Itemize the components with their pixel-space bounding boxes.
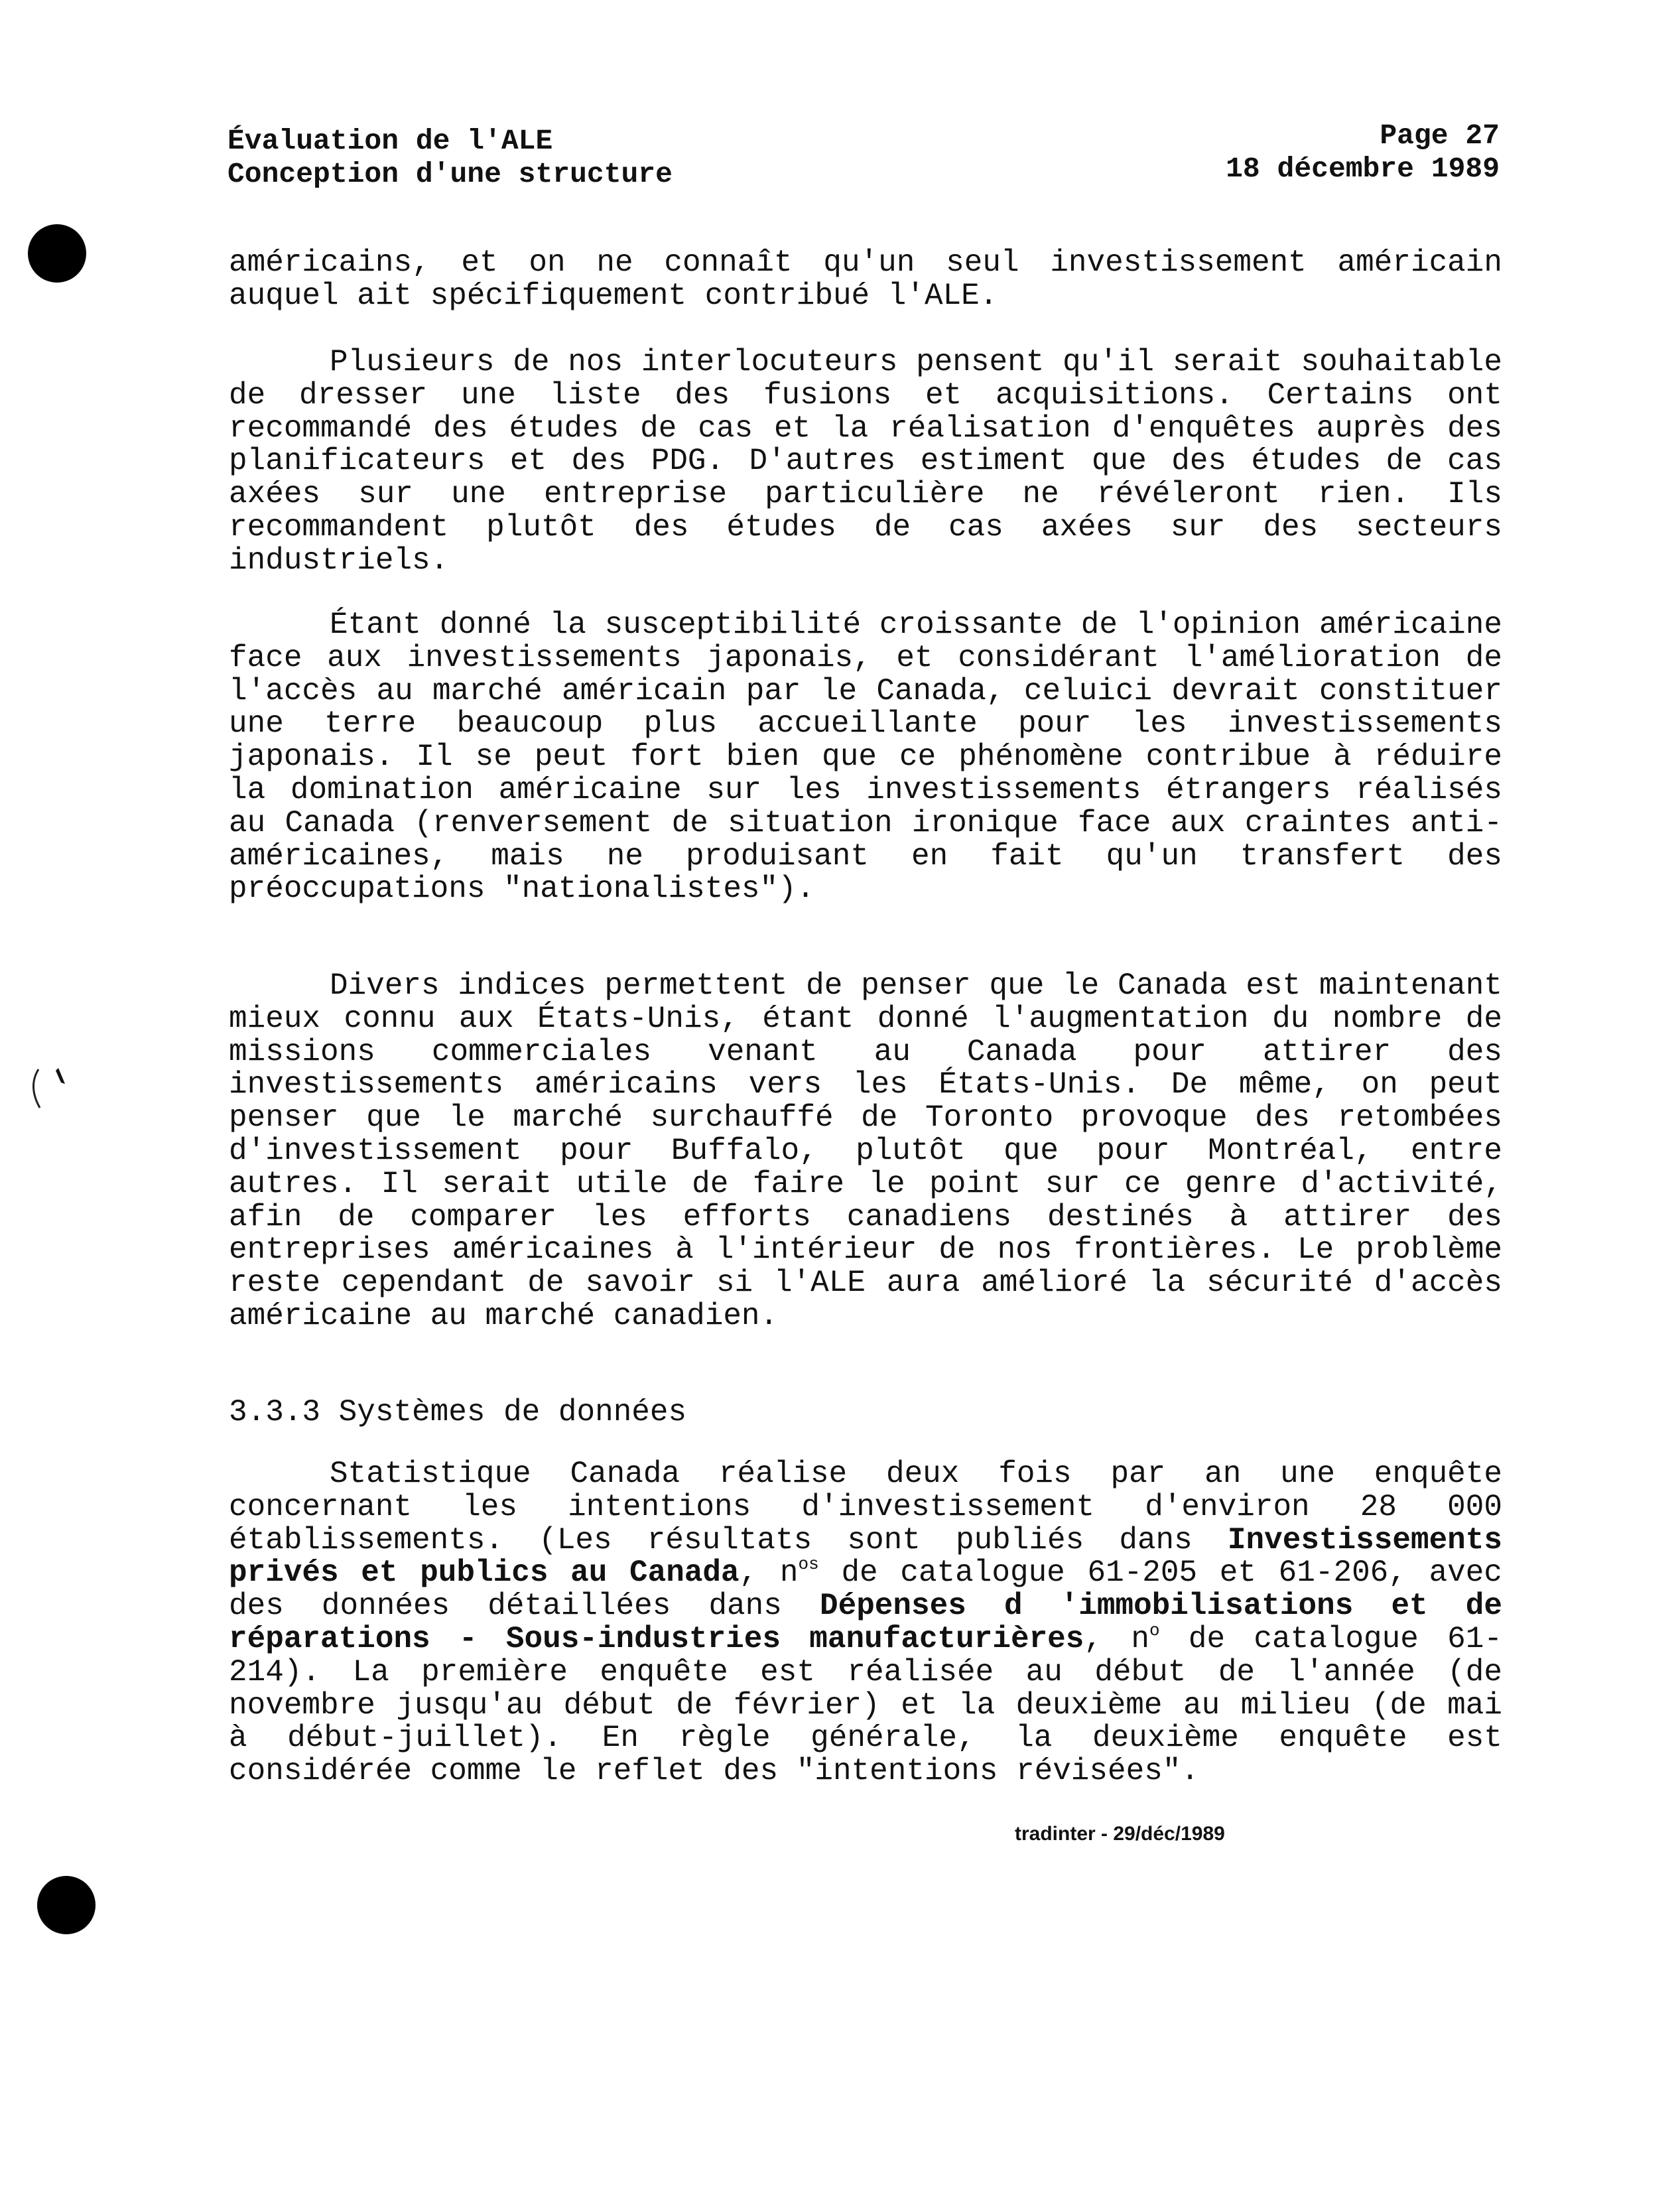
document-header-right — [1226, 119, 1500, 186]
paragraph-block-5 — [229, 1458, 1502, 1788]
header-report-title: Évaluation de l'ALE — [227, 125, 553, 157]
document-date: 18 décembre 1989 — [1226, 153, 1500, 185]
p5-text-2: , n — [739, 1556, 799, 1591]
publication-title-2: Dépenses d 'immobilisations et de réparations - Sous-industries manufacturières — [229, 1589, 1502, 1656]
paragraph-3: Étant donné la susceptibilité croissante de l'opinion américaine face aux investissements japonais, et considérant l'amélioration de l'accès au marché américain par le Canada, celuici devrait constituer une terre beaucoup plus accueillante pour les investissements japonais. Il se peut fort bien que ce phénomène contribue à réduire la domination américaine sur les investissements étrangers réalisés au Canada (renversement de situation ironique face aux craintes anti-américaines, mais ne produisant en fait qu'un transfert des préoccupations "nationalistes"). — [229, 608, 1502, 907]
paragraph-block-3 — [229, 609, 1502, 906]
paragraph-continuation — [229, 247, 1502, 313]
p5-text-3: de catalogue 61-205 et 61-206, avec des données détaillées dans — [229, 1556, 1502, 1624]
paragraph-1: américains, et on ne connaît qu'un seul investissement américain auquel ait spécifiquement contribué l'ALE. — [229, 245, 1502, 313]
punch-hole-bottom — [37, 1876, 96, 1934]
document-header-left — [227, 125, 673, 191]
punch-hole-top — [28, 224, 86, 283]
page-number: Page 27 — [1380, 119, 1500, 152]
p5-text-5: de catalogue 61-214). La première enquête est réalisée au début de l'année (de novembre jusqu'au début de février) et la deuxième au milieu (de mai à début-juillet). En règle générale, la deuxième enquête est considérée comme le reflet des "intentions révisées". — [229, 1621, 1502, 1789]
paragraph-2: Plusieurs de nos interlocuteurs pensent qu'il serait souhaitable de dresser une liste des fusions et acquisitions. Certains ont recommandé des études de cas et la réalisation d'enquêtes auprès des planificateurs et des PDG. D'autres estiment que des études de cas axées sur une entreprise particulière ne révéleront rien. Ils recommandent plutôt des études de cas axées sur des secteurs industriels. — [229, 345, 1502, 578]
publication-title-1: Investissements privés et publics au Canada — [229, 1522, 1502, 1591]
p5-text-1: Statistique Canada réalise deux fois par an une enquête concernant les intentions d'investissement d'environ 28 000 établissements. (Les résultats sont publiés dans — [229, 1457, 1502, 1558]
footer-stamp: tradinter - 29/déc/1989 — [1015, 1823, 1225, 1845]
scan-mark-decoration — [24, 1061, 77, 1114]
paragraph-block-4 — [229, 970, 1502, 1333]
section-heading: 3.3.3 Systèmes de données — [229, 1395, 687, 1429]
paragraph-4: Divers indices permettent de penser que le Canada est maintenant mieux connu aux États-Unis, étant donné l'augmentation du nombre de missions commerciales venant au Canada pour attirer des investissements américains vers les États-Unis. De même, on peut penser que le marché surchauffé de Toronto provoque des retombées d'investissement pour Buffalo, plutôt que pour Montréal, entre autres. Il serait utile de faire le point sur ce genre d'activité, afin de comparer les efforts canadiens destinés à attirer des entreprises américaines à l'intérieur de nos frontières. Le problème reste cependant de savoir si l'ALE aura amélioré la sécurité d'accès américaine au marché canadien. — [229, 968, 1502, 1333]
paragraph-5 — [229, 1458, 1502, 1788]
paragraph-block-2 — [229, 346, 1502, 578]
p5-text-4: , n — [1084, 1621, 1149, 1656]
header-report-subtitle: Conception d'une structure — [227, 158, 673, 190]
p5-superscript-2: o — [1149, 1620, 1160, 1640]
p5-superscript-1: os — [798, 1554, 819, 1575]
